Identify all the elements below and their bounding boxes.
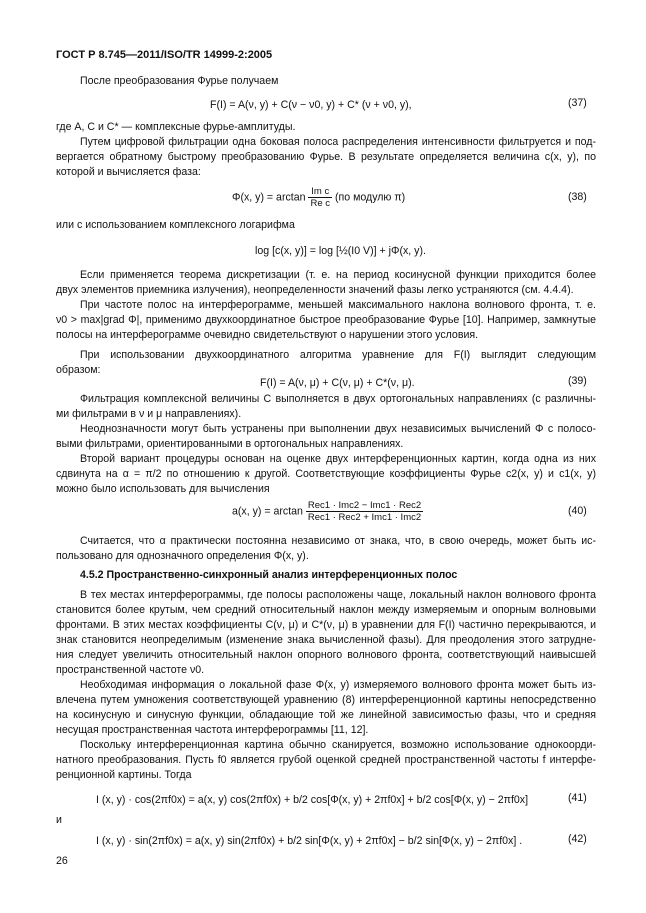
text-line: Фильтрация комплексной величины C выполняется в двух ортогональных направлениях (с различны- bbox=[80, 393, 596, 405]
equation-39: F(I) = A(ν, μ) + C(ν, μ) + C*(ν, μ). bbox=[260, 377, 415, 389]
text-line: Путем цифровой фильтрации одна боковая полоса распределения интенсивности фильтруется и под- bbox=[80, 136, 596, 148]
text-line: натного преобразования. Пусть f0 является грубой оценкой средней пространственной частоты f интерфе- bbox=[56, 754, 596, 766]
text-line: Поскольку интерференционная картина обычно сканируется, возможно использование однокоорди- bbox=[80, 739, 596, 751]
text-line: становится более крутым, чем средний относительный наклон между измеряемым и опорным волновыми bbox=[56, 604, 596, 616]
log-equation: log [c(x, y)] = log [½(I0 V)] + jΦ(x, y). bbox=[255, 245, 426, 257]
text-line: ν0 > max|grad Φ|, применимо двухкоординатное быстрое преобразование Фурье [10]. Например, замкнутые bbox=[56, 314, 596, 326]
page-number: 26 bbox=[56, 855, 68, 867]
text-line: пространственной частоте ν0. bbox=[56, 664, 205, 676]
text-line: где A, C и C* — комплексные фурье-амплитуды. bbox=[56, 121, 296, 133]
text-line: Считается, что α практически постоянна независимо от знака, что, в свою очередь, может быть ис- bbox=[80, 535, 596, 547]
equation-40 bbox=[232, 500, 423, 523]
text-line: вергается обратному быстрому преобразованию Фурье. В результате определяется величина c(x, y), по bbox=[56, 151, 596, 163]
equation-37: F(I) = A(ν, y) + C(ν − ν0, y) + C* (ν + ν0, y), bbox=[210, 99, 412, 111]
text-line: ми фильтрами в ν и μ направлениях). bbox=[56, 408, 242, 420]
text-line: ния следует увеличить относительный наклон опорного волнового фронта, соответствующий наивысшей bbox=[56, 649, 596, 661]
text-line: Неоднозначности могут быть устранены при выполнении двух независимых вычислений Φ с полосо- bbox=[80, 423, 596, 435]
text-line: Второй вариант процедуры основан на оценке двух интерференционных картин, когда одна из них bbox=[80, 453, 596, 465]
fraction-numerator: Rec1 · Imc2 − Imc1 · Rec2 bbox=[307, 500, 422, 511]
fraction-numerator: Im c bbox=[308, 186, 332, 198]
document-header: ГОСТ Р 8.745—2011/ISO/TR 14999-2:2005 bbox=[56, 49, 273, 61]
text-line: выми фильтрами, ориентированными в ортогональных направлениях. bbox=[56, 438, 404, 450]
text-line: и bbox=[56, 814, 62, 826]
equation-number: (39) bbox=[568, 375, 587, 387]
text-line: которой и вычисляется фаза: bbox=[56, 166, 201, 178]
fraction bbox=[308, 186, 332, 209]
section-title: 4.5.2 Пространственно-синхронный анализ интерференционных полос bbox=[80, 569, 458, 581]
text-line: знак становится неопределимым (изменение знака вычисленной фазы). Для преодоления этого затрудне- bbox=[56, 634, 596, 646]
text-line: В тех местах интерферограммы, где полосы расположены чаще, локальный наклон волнового фронта bbox=[80, 589, 596, 601]
text-line: влечена путем умножения соответствующей уравнению (8) интерференционной картины непосредственно bbox=[56, 694, 596, 706]
equation-number: (41) bbox=[568, 792, 587, 804]
text-line: пользовано для однозначного определения Φ(x, y). bbox=[56, 550, 309, 562]
text-line: полосы на интерферограмме очевидно свидетельствуют о нарушении этого условия. bbox=[56, 329, 479, 341]
fraction bbox=[306, 500, 423, 523]
text-line: двух элементов приемника излучения), неопределенности значений фазы легко устраняются (см. 4.4.4). bbox=[56, 284, 574, 296]
equation-42: I (x, y) · sin(2πf0x) = a(x, y) sin(2πf0x) + b/2 sin[Φ(x, y) + 2πf0x] − b/2 sin[Φ(x, y) − 2πf0x] . bbox=[96, 835, 523, 847]
text-line: или с использованием комплексного логарифма bbox=[56, 219, 295, 231]
equation-38-lhs: Φ(x, y) = arctan bbox=[232, 191, 306, 204]
text-line: можно было использовать для вычисления bbox=[56, 483, 270, 495]
text-line: образом: bbox=[56, 364, 101, 376]
equation-40-lhs: a(x, y) = arctan bbox=[232, 505, 303, 518]
equation-number: (37) bbox=[568, 97, 587, 109]
text-line: на косинусную и синусную функции, обладающие той же линейной зависимостью фазы, что и средняя bbox=[56, 709, 596, 721]
fraction-denominator: Re c bbox=[310, 198, 331, 209]
text-line: ренционной картины. Тогда bbox=[56, 769, 192, 781]
text-line: Если применяется теорема дискретизации (т. е. на период косинусной функции приходится более bbox=[80, 269, 596, 281]
text-line: несущая пространственная частота интерферограммы [11, 12]. bbox=[56, 724, 369, 736]
text-line: фронтами. В этих местах коэффициенты C(ν, μ) и C*(ν, μ) в уравнении для F(I) частично перекрываются, и bbox=[56, 619, 596, 631]
equation-41: I (x, y) · cos(2πf0x) = a(x, y) cos(2πf0x) + b/2 cos[Φ(x, y) + 2πf0x] + b/2 cos[Φ(x, y) − 2πf0x] bbox=[96, 794, 529, 806]
equation-number: (40) bbox=[568, 505, 587, 517]
equation-38 bbox=[232, 186, 405, 209]
text-line: При использовании двухкоординатного алгоритма уравнение для F(I) выглядит следующим bbox=[80, 349, 596, 361]
fraction-denominator: Rec1 · Rec2 + Imc1 · Imc2 bbox=[307, 512, 422, 523]
text-line: После преобразования Фурье получаем bbox=[80, 75, 279, 87]
equation-number: (42) bbox=[568, 833, 587, 845]
equation-number: (38) bbox=[568, 191, 587, 203]
text-line: сдвинута на α = π/2 по отношению к другой. Соответствующие коэффициенты Фурье c2(x, y) и c1(x, y) bbox=[56, 468, 596, 480]
text-line: Необходимая информация о локальной фазе Φ(x, y) измеряемого волнового фронта может быть из- bbox=[80, 679, 596, 691]
equation-38-rhs: (по модулю π) bbox=[334, 191, 406, 204]
text-line: При частоте полос на интерферограмме, меньшей максимального наклона волнового фронта, т. е. bbox=[80, 299, 596, 311]
